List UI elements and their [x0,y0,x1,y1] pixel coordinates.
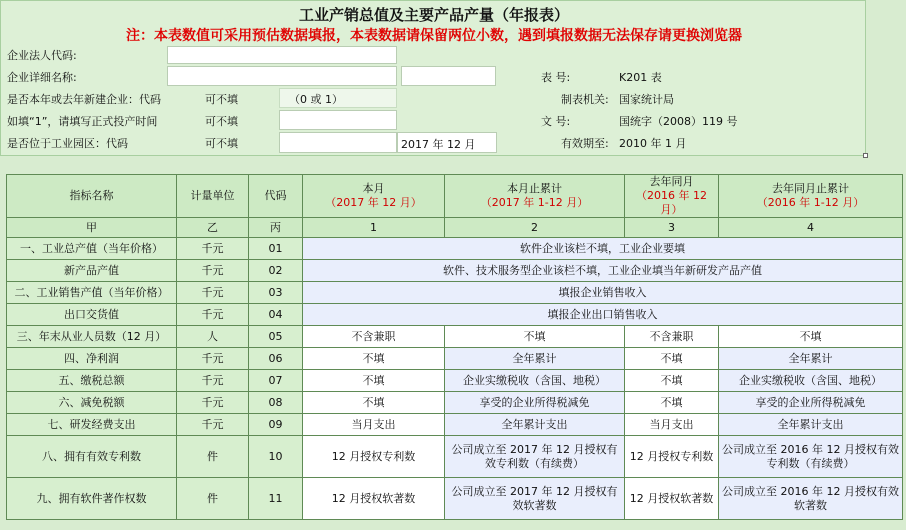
index-cell: 乙 [177,218,249,238]
data-cell[interactable]: 公司成立至 2016 年 12 月授权有效专利数（有续费） [719,436,903,478]
data-cell[interactable]: 全年累计支出 [445,414,625,436]
row-code: 04 [249,304,303,326]
header-last-month [625,175,719,218]
data-cell[interactable]: 全年累计 [445,348,625,370]
data-cell[interactable]: 12 月授权专利数 [303,436,445,478]
row-name: 四、净利润 [7,348,177,370]
index-cell: 3 [625,218,719,238]
row-name: 三、年末从业人员数（12 月） [7,326,177,348]
table-row [7,370,903,392]
header-last-cum-title: 去年同月止累计 [772,182,849,195]
document-number-label: 文 号: [541,115,571,128]
row-unit: 千元 [177,238,249,260]
row-name: 一、工业总产值（当年价格） [7,238,177,260]
data-cell[interactable]: 不填 [625,370,719,392]
data-cell[interactable]: 不填 [445,326,625,348]
report-period: 2017 年 12 月 [397,132,497,153]
new-enterprise-label: 是否本年或去年新建企业：代码 [7,93,161,106]
table-row [7,436,903,478]
row-name: 六、减免税额 [7,392,177,414]
start-time-input[interactable] [279,110,397,130]
table-row [7,478,903,520]
index-cell: 4 [719,218,903,238]
row-unit: 人 [177,326,249,348]
table-row [7,238,903,260]
header-month-title: 本月 [362,182,385,195]
data-cell[interactable]: 不填 [625,392,719,414]
row-name: 七、研发经费支出 [7,414,177,436]
data-cell[interactable]: 不含兼职 [625,326,719,348]
data-cell[interactable]: 不填 [303,392,445,414]
table-row [7,282,903,304]
data-cell[interactable]: 当月支出 [303,414,445,436]
data-cell[interactable]: 不填 [625,348,719,370]
header-last-month-title: 去年同月 [649,175,694,188]
data-cell[interactable]: 不含兼职 [303,326,445,348]
valid-until-value: 2010 年 1 月 [619,137,687,150]
row-code: 01 [249,238,303,260]
index-row [7,218,903,238]
row-unit: 千元 [177,414,249,436]
legal-code-label: 企业法人代码: [7,49,77,62]
index-cell: 甲 [7,218,177,238]
header-last-month-period: （2016 年 12 月） [636,189,707,216]
row-unit: 千元 [177,348,249,370]
data-cell[interactable]: 12 月授权专利数 [625,436,719,478]
row-unit: 千元 [177,260,249,282]
new-enterprise-hint-box [279,88,397,108]
data-cell[interactable]: 公司成立至 2017 年 12 月授权有效软著数 [445,478,625,520]
index-cell: 1 [303,218,445,238]
row-name: 新产品产值 [7,260,177,282]
form-number-value: K201 表 [619,71,662,84]
detail-name-input-2[interactable] [401,66,496,86]
data-cell[interactable]: 不填 [719,326,903,348]
table-row [7,414,903,436]
header-last-cumulative [719,175,903,218]
row-unit: 千元 [177,282,249,304]
row-name: 五、缴税总额 [7,370,177,392]
header-code: 代码 [249,175,303,218]
document-number-value: 国统字（2008）119 号 [619,115,738,128]
industrial-park-value[interactable]: 可不填 [205,137,238,150]
row-name: 出口交货值 [7,304,177,326]
row-code: 02 [249,260,303,282]
issuing-org-value: 国家统计局 [619,93,674,106]
row-code: 11 [249,478,303,520]
table-row [7,304,903,326]
row-code: 07 [249,370,303,392]
issuing-org-label: 制表机关: [561,93,609,106]
table-header-row [7,175,903,218]
table-row [7,326,903,348]
header-month-cum-title: 本月止累计 [507,182,562,195]
header-month-period: （2017 年 12 月） [325,196,422,209]
data-cell[interactable]: 当月支出 [625,414,719,436]
data-cell[interactable]: 12 月授权软著数 [625,478,719,520]
valid-until-label: 有效期至: [561,137,609,150]
industrial-park-label: 是否位于工业园区：代码 [7,137,128,150]
row-code: 06 [249,348,303,370]
report-table [6,174,903,520]
form-number-label: 表 号: [541,71,571,84]
row-name: 九、拥有软件著作权数 [7,478,177,520]
index-cell: 2 [445,218,625,238]
data-cell[interactable]: 企业实缴税收（含国、地税） [445,370,625,392]
legal-code-input[interactable] [167,46,397,64]
report-header [0,0,866,156]
notice-text: 注：本表数值可采用预估数据填报，本表数据请保留两位小数，遇到填报数据无法保存请更换浏览器 [126,28,742,44]
header-month-cum-period: （2017 年 1-12 月） [480,196,589,209]
data-cell[interactable]: 享受的企业所得税减免 [445,392,625,414]
header-last-cum-period: （2016 年 1-12 月） [756,196,865,209]
row-code: 03 [249,282,303,304]
new-enterprise-hint: （0 或 1） [289,93,343,106]
data-cell[interactable]: 公司成立至 2017 年 12 月授权有效专利数（有续费） [445,436,625,478]
header-month-cumulative [445,175,625,218]
row-unit: 件 [177,478,249,520]
index-cell: 丙 [249,218,303,238]
start-time-value[interactable]: 可不填 [205,115,238,128]
data-cell[interactable]: 12 月授权软著数 [303,478,445,520]
page-title: 工业产销总值及主要产品产量（年报表） [298,6,569,24]
row-name: 二、工业销售产值（当年价格） [7,282,177,304]
data-cell[interactable]: 企业实缴税收（含国、地税） [719,370,903,392]
table-row [7,392,903,414]
row-unit: 千元 [177,370,249,392]
detail-name-label: 企业详细名称: [7,71,77,84]
resize-handle-icon[interactable] [863,153,868,158]
industrial-park-input[interactable] [279,132,397,153]
data-cell[interactable]: 全年累计 [719,348,903,370]
data-cell[interactable]: 填报企业销售收入 [303,282,903,304]
row-name: 八、拥有有效专利数 [7,436,177,478]
data-cell[interactable]: 不填 [303,370,445,392]
table-row [7,260,903,282]
header-unit: 计量单位 [177,175,249,218]
data-cell[interactable]: 软件、技术服务型企业该栏不填，工业企业填当年新研发产品产值 [303,260,903,282]
row-code: 05 [249,326,303,348]
row-unit: 千元 [177,304,249,326]
new-enterprise-value[interactable]: 可不填 [205,93,238,106]
data-cell[interactable]: 软件企业该栏不填，工业企业要填 [303,238,903,260]
table-row [7,348,903,370]
start-time-label: 如填“1”，请填写正式投产时间 [7,115,158,128]
data-cell[interactable]: 公司成立至 2016 年 12 月授权有效软著数 [719,478,903,520]
data-cell[interactable]: 享受的企业所得税减免 [719,392,903,414]
data-cell[interactable]: 全年累计支出 [719,414,903,436]
data-cell[interactable]: 填报企业出口销售收入 [303,304,903,326]
detail-name-input[interactable] [167,66,397,86]
header-indicator: 指标名称 [7,175,177,218]
row-code: 10 [249,436,303,478]
row-unit: 千元 [177,392,249,414]
data-cell[interactable]: 不填 [303,348,445,370]
row-code: 08 [249,392,303,414]
row-code: 09 [249,414,303,436]
header-month [303,175,445,218]
row-unit: 件 [177,436,249,478]
